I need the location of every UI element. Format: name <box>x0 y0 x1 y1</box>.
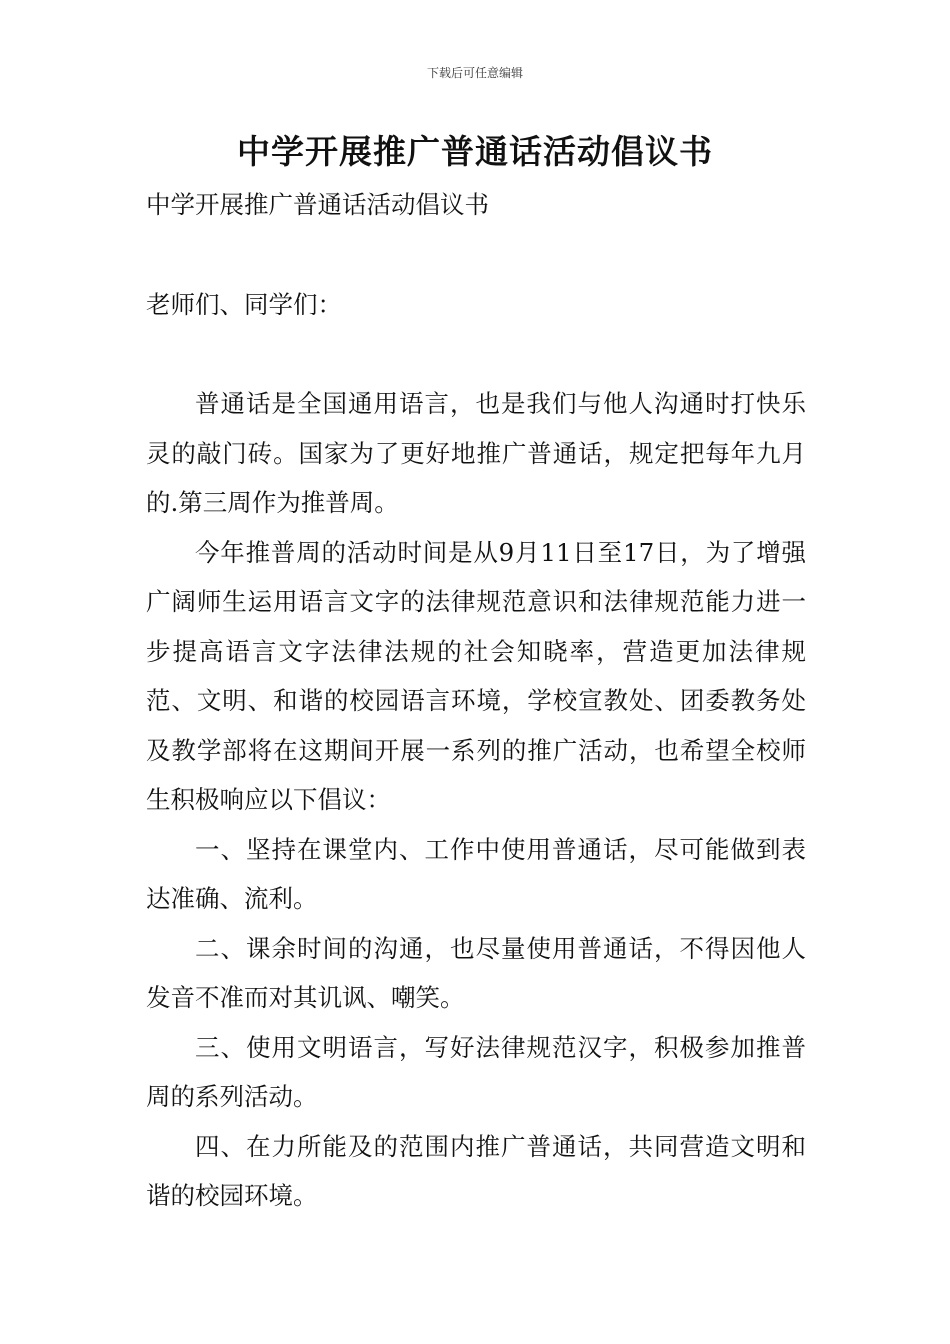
page-header-note: 下载后可任意编辑 <box>426 66 523 80</box>
salutation: 老师们、同学们： <box>146 289 342 319</box>
document-subtitle: 中学开展推广普通话活动倡议书 <box>146 190 489 219</box>
proposal-item-1: 一、坚持在课堂内、工作中使用普通话，尽可能做到表达准确、流利。 <box>146 834 806 913</box>
document-title: 中学开展推广普通话活动倡议书 <box>237 132 713 171</box>
proposal-item-2: 二、课余时间的沟通，也尽量使用普通话，不得因他人发音不准而对其讥讽、嘲笑。 <box>146 933 806 1012</box>
proposal-item-3: 三、使用文明语言，写好法律规范汉字，积极参加推普周的系列活动。 <box>146 1032 806 1111</box>
paragraph-intro: 普通话是全国通用语言，也是我们与他人沟通时打快乐灵的敲门砖。国家为了更好地推广普通话，规定把每年九月的.第三周作为推普周。 <box>146 389 806 517</box>
proposal-item-4: 四、在力所能及的范围内推广普通话，共同营造文明和谐的校园环境。 <box>146 1131 806 1210</box>
document-body <box>146 180 806 1221</box>
paragraph-activity: 今年推普周的活动时间是从9月11日至17日，为了增强广阔师生运用语言文字的法律规范意识和法律规范能力进一步提高语言文字法律法规的社会知晓率，营造更加法律规范、文明、和谐的校园语言环境，学校宣教处、团委教务处及教学部将在这期间开展一系列的推广活动，也希望全校师生积极响应以下倡议： <box>146 537 806 814</box>
